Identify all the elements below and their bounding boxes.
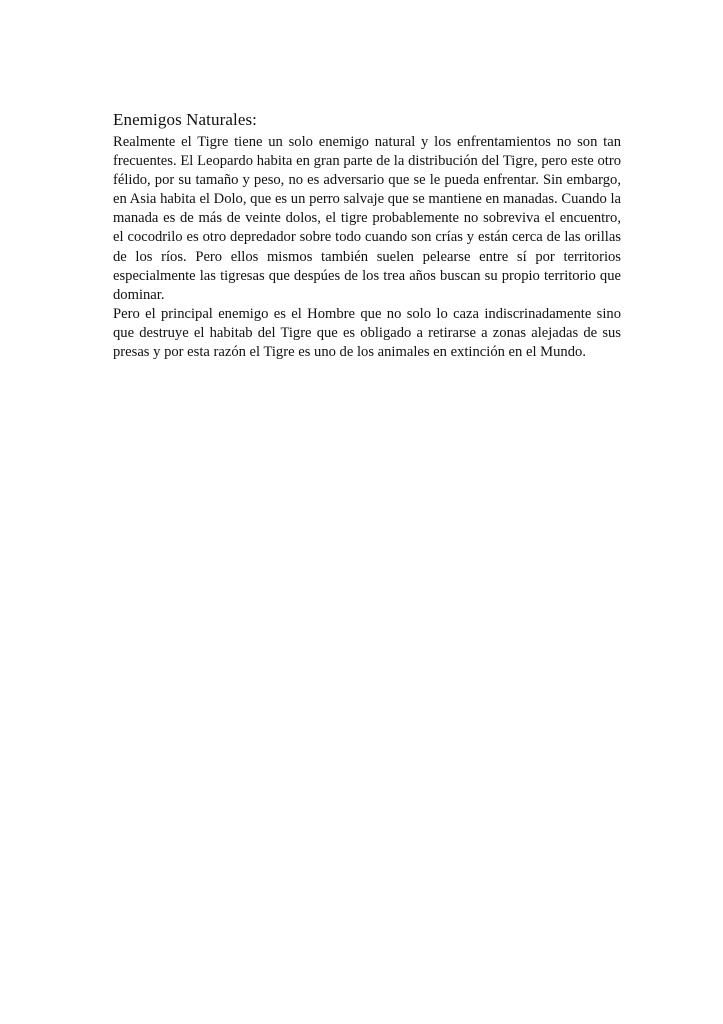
paragraph-natural-enemies: Realmente el Tigre tiene un solo enemigo natural y los enfrentamientos no son tan frecuentes. El Leopardo habita en gran parte de la distribución del Tigre, pero este otro félido, por su tamaño y peso, no es adversario que se le pueda enfrentar. Sin embargo, en Asia habita el Dolo, que es un perro salvaje que se mantiene en manadas. Cuando la manada es de más de veinte dolos, el tigre probablemente no sobreviva el encuentro, el cocodrilo es otro depredador sobre todo cuando son crías y están cerca de las orillas de los ríos. Pero ellos mismos también suelen pelearse entre sí por territorios especialmente las tigresas que despúes de los trea años buscan su propio territorio que dominar. — [113, 134, 621, 303]
paragraph-human-threat: Pero el principal enemigo es el Hombre que no solo lo caza indiscrinadamente sino que destruye el habitab del Tigre que es obligado a retirarse a zonas alejadas de sus presas y por esta razón el Tigre es uno de los animales en extinción en el Mundo. — [113, 305, 621, 361]
section-heading: Enemigos Naturales: — [113, 110, 258, 129]
document-body — [113, 110, 621, 362]
